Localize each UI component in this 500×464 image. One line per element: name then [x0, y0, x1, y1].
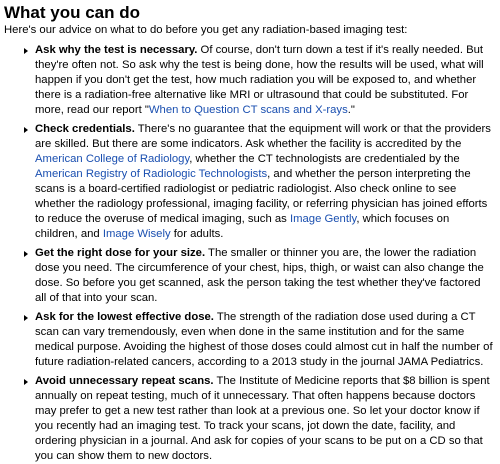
tip-text: for adults. — [170, 228, 224, 240]
tip-lead: Ask for the lowest effective dose. — [35, 311, 214, 323]
link-american-registry-radiologic-technologists[interactable]: American Registry of Radiologic Technologists — [35, 168, 268, 180]
link-when-to-question-ct[interactable]: When to Question CT scans and X-rays — [148, 104, 348, 116]
triangle-bullet-icon — [24, 379, 28, 385]
list-item-avoid-repeat-scans — [4, 374, 496, 464]
tip-lead: Ask why the test is necessary. — [35, 44, 198, 56]
list-item-lowest-dose — [4, 310, 496, 370]
triangle-bullet-icon — [24, 251, 28, 257]
link-image-gently[interactable]: Image Gently — [289, 213, 357, 225]
section-heading: What you can do — [4, 3, 140, 22]
intro-paragraph: Here's our advice on what to do before you get any radiation-based imaging test: — [4, 24, 408, 36]
link-image-wisely[interactable]: Image Wisely — [102, 228, 171, 240]
tip-text: The smaller or thinner you are, the lower the radiation dose you need. The circumference of your chest, hips, thigh, or waist can also change the dose. So before you get scanned, ask the person taking the test whether they've factored all of that into your scan. — [35, 247, 484, 304]
tip-text: ." — [347, 104, 355, 116]
tip-text: The strength of the radiation dose used during a CT scan can vary tremendously, even when done in the same institution and for the same medical purpose. Avoiding the highest of those doses could almost cut in half the number of future radiation-related cancers, according to a 2013 study in the journal JAMA Pediatrics. — [35, 311, 493, 368]
tip-text: Of course, don't turn down a test if it's really needed. But they're often not. So ask why the test is being done, how the results will be used, what will happen if you don't get the test, how much radiation you will be exposed to, and whether there is a radiation-free alternative like MRI or ultrasound that could be substituted. For more, read our report " — [35, 44, 484, 116]
advice-list — [4, 43, 496, 464]
link-american-college-of-radiology[interactable]: American College of Radiology — [35, 153, 190, 165]
tip-lead: Avoid unnecessary repeat scans. — [35, 375, 214, 387]
tip-text: , whether the CT technologists are credentialed by the — [189, 153, 460, 165]
list-item-check-credentials — [4, 122, 496, 242]
tip-lead: Check credentials. — [35, 123, 135, 135]
list-item-right-dose — [4, 246, 496, 306]
tip-text: , which focuses on children, and — [35, 213, 450, 240]
tip-text: The Institute of Medicine reports that $8 billion is spent annually on repeat testing, much of it unnecessary. That often happens because doctors may prefer to get a new test rather than look at a previous one. So let your doctor know if you recently had an imaging test. To track your scans, jot down the date, facility, and ordering physician in a journal. And ask for copies of your scans to be put on a CD so that you can show them to new doctors. — [35, 375, 490, 462]
tip-lead: Get the right dose for your size. — [35, 247, 206, 259]
tip-text: , and whether the person interpreting the scans is a board-certified radiologist or pediatric radiologist. Also check online to see whether the radiology professional, imaging facility, or referring physician has joined efforts to reduce the overuse of medical imaging, such as — [35, 168, 488, 225]
triangle-bullet-icon — [24, 48, 28, 54]
triangle-bullet-icon — [24, 315, 28, 321]
list-item-ask-why — [4, 43, 496, 118]
tip-text: There's no guarantee that the equipment will work or that the providers are skilled. But there are some indicators. Ask whether the facility is accredited by the — [35, 123, 491, 150]
triangle-bullet-icon — [24, 127, 28, 133]
